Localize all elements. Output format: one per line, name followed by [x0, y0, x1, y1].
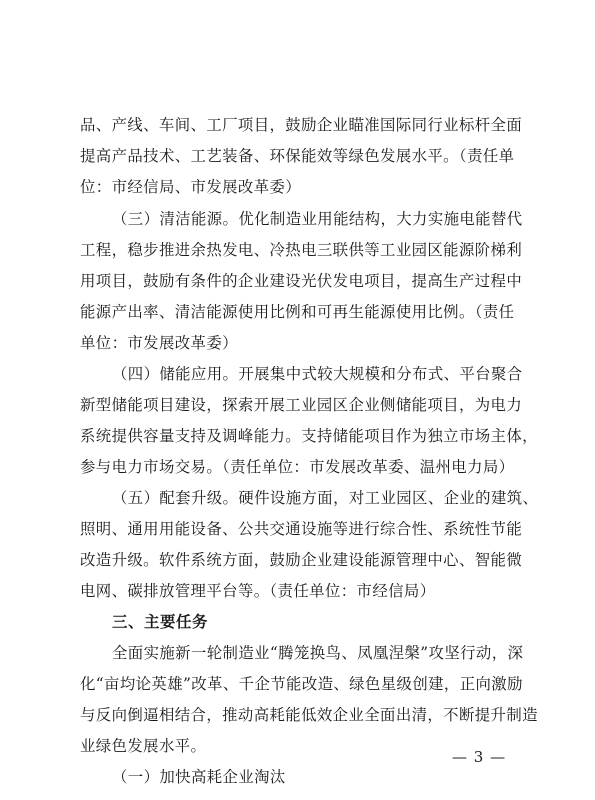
body-text-line: 系统提供容量支持及调峰能力。支持储能项目作为独立市场主体，	[80, 427, 538, 445]
body-text-line: 单位：市发展改革委）	[80, 334, 238, 352]
page-number: — 3 —	[452, 748, 507, 766]
body-text-line: 新型储能项目建设，探索开展工业园区企业侧储能项目，为电力	[80, 396, 523, 414]
subsection-heading: （一）加快高耗企业淘汰	[112, 768, 286, 786]
section-5-first-line: （五）配套升级。硬件设施方面，对工业园区、企业的建筑、	[112, 489, 539, 507]
main-tasks-first-line: 全面实施新一轮制造业“腾笼换鸟、凤凰涅槃”攻坚行动，深	[112, 644, 524, 662]
body-text-line: 与反向倒逼相结合，推动高耗能低效企业全面出清，不断提升制造	[80, 706, 538, 724]
body-text-line: 能源产出率、清洁能源使用比例和可再生能源使用比例。（责任	[80, 303, 515, 321]
body-text-line: 提高产品技术、工艺装备、环保能效等绿色发展水平。（责任单	[80, 147, 515, 165]
body-text-line: 照明、通用用能设备、公共交通设施等进行综合性、系统性节能	[80, 520, 523, 538]
body-text-line: 改造升级。软件系统方面，鼓励企业建设能源管理中心、智能微	[80, 551, 523, 569]
body-text-line: 化“亩均论英雄”改革、千企节能改造、绿色星级创建，正向激励	[80, 675, 523, 693]
body-text-line: 电网、碳排放管理平台等。（责任单位：市经信局）	[80, 582, 436, 600]
body-text-line: 用项目，鼓励有条件的企业建设光伏发电项目，提高生产过程中	[80, 272, 523, 290]
body-text-line: 业绿色发展水平。	[80, 737, 207, 755]
body-text-line: 品、产线、车间、工厂项目，鼓励企业瞄准国际同行业标杆全面	[80, 116, 523, 134]
section-4-first-line: （四）储能应用。开展集中式较大规模和分布式、平台聚合	[112, 365, 523, 383]
body-text-line: 工程，稳步推进余热发电、冷热电三联供等工业园区能源阶梯利	[80, 241, 523, 259]
section-heading-main-tasks: 三、主要任务	[112, 613, 208, 631]
section-3-first-line: （三）清洁能源。优化制造业用能结构，大力实施电能替代	[112, 210, 523, 228]
body-text-line: 参与电力市场交易。（责任单位：市发展改革委、温州电力局）	[80, 458, 515, 476]
body-text-line: 位：市经信局、市发展改革委）	[80, 178, 302, 196]
